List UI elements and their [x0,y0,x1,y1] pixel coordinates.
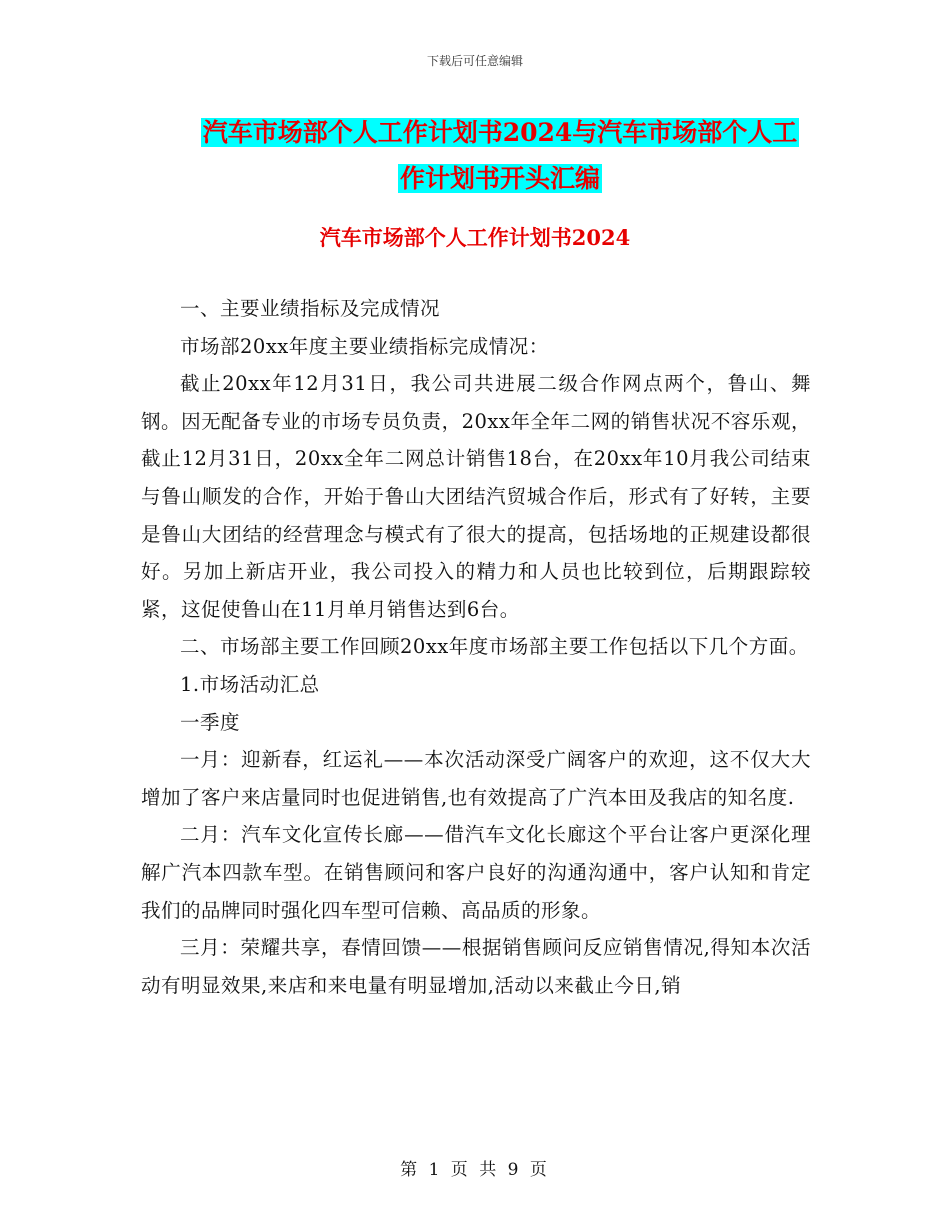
paragraph: 一、主要业绩指标及完成情况 [180,297,441,320]
paragraph: 二月：汽车文化宣传长廊——借汽车文化长廊这个平台让客户更深化理解广汽本四款车型。在销售顾问和客户良好的沟通沟通中，客户认知和肯定我们的品牌同时强化四车型可信赖、高品质的形象。 [141,823,811,922]
paragraph: 1.市场活动汇总 [180,672,320,696]
paragraph: 三月：荣耀共享，春情回馈——根据销售顾问反应销售情况,得知本次活动有明显效果,来店和来电量有明显增加,活动以来截止今日,销 [141,936,811,997]
paragraph: 二、市场部主要工作回顾20xx年度市场部主要工作包括以下几个方面。 [180,635,809,659]
document-title-line2: 作计划书开头汇编 [399,164,600,193]
page-number: 第 1 页 共 9 页 [400,1160,550,1180]
document-title [140,110,860,202]
section-title: 汽车市场部个人工作计划书2024 [319,225,631,250]
paragraph: 一季度 [180,710,241,734]
paragraph: 一月：迎新春，红运礼——本次活动深受广阔客户的欢迎，这不仅大大增加了客户来店量同时也促进销售,也有效提高了广汽本田及我店的知名度. [141,748,811,809]
header-note: 下载后可任意编辑 [426,54,523,68]
document-body [141,290,811,1004]
paragraph: 市场部20xx年度主要业绩指标完成情况： [180,334,549,358]
document-title-line1: 汽车市场部个人工作计划书2024与汽车市场部个人工 [202,118,798,147]
paragraph: 截止20xx年12月31日，我公司共进展二级合作网点两个，鲁山、舞钢。因无配备专业的市场专员负责，20xx年全年二网的销售状况不容乐观，截止12月31日，20xx全年二网总计销售18台，在20xx年10月我公司结束与鲁山顺发的合作，开始于鲁山大团结汽贸城合作后，形式有了好转，主要是鲁山大团结的经营理念与模式有了很大的提高，包括场地的正规建设都很好。另加上新店开业，我公司投入的精力和人员也比较到位，后期跟踪较紧，这促使鲁山在11月单月销售达到6台。 [141,372,811,621]
